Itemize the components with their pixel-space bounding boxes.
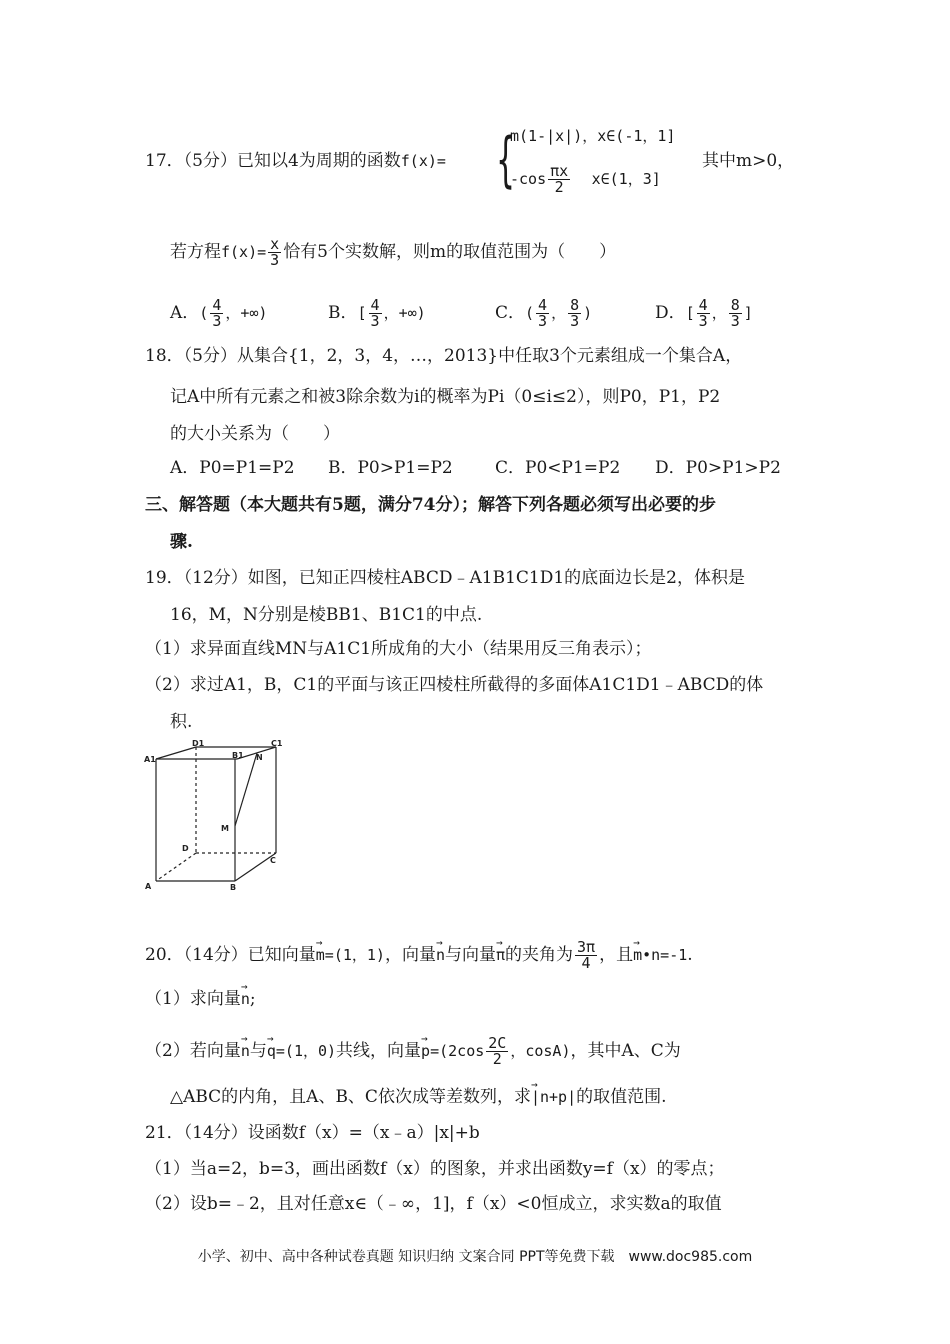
q20-part2-cont: △ABC的内角，且A、B、C依次成等差数列，求→ |n+p|的取值范围. <box>170 1085 667 1109</box>
edge-a1-d1 <box>156 747 196 759</box>
section3-heading-line2: 骤. <box>170 532 193 552</box>
label-b: B <box>230 883 237 892</box>
q19-part1: （1）求异面直线MN与A1C1所成角的大小（结果用反三角表示）； <box>145 639 652 659</box>
q19-line1: 19．（12分）如图，已知正四棱柱ABCD﹣A1B1C1D1的底面边长是2，体积是 <box>145 568 745 588</box>
segment-mn <box>235 753 257 826</box>
q21-part2: （2）设b=﹣2，且对任意x∈（﹣∞，1]，f（x）<0恒成立，求实数a的取值 <box>145 1194 722 1214</box>
label-c: C <box>270 856 276 865</box>
q19-part2-cont: 积. <box>170 712 193 732</box>
q18-option-a: A．P0=P1=P2 <box>170 458 295 478</box>
q17-case1: m(1-|x|)，x∈(-1，1] <box>510 127 676 145</box>
prism-figure <box>140 738 300 898</box>
q19-line2: 16，M，N分别是棱BB1、B1C1的中点. <box>170 605 483 625</box>
q17-option-d: D．[ $\frac{4}{3}$ ， $\frac{8}{3}$ ] <box>655 296 753 330</box>
q21-part1: （1）当a=2，b=3，画出函数f（x）的图象，并求出函数y=f（x）的零点； <box>145 1159 725 1179</box>
q20-stem: 20．（14分）已知向量→ m=(1，1)，向量→ n与向量→ π的夹角为 $\frac{3\pi}{4}$ ，且→ m•n=-1. <box>145 940 693 971</box>
piecewise-brace: { <box>496 125 516 195</box>
hidden-edge-d-a <box>156 853 196 881</box>
q20-part1: （1）求向量→ n; <box>145 987 256 1011</box>
section3-heading-line1: 三、解答题（本大题共有5题，满分74分）；解答下列各题必须写出必要的步 <box>145 495 716 515</box>
label-a: A <box>145 882 152 891</box>
label-d1: D1 <box>192 739 205 748</box>
q18-option-c: C．P0<P1=P2 <box>495 458 621 478</box>
q18-option-b: B．P0>P1=P2 <box>328 458 453 478</box>
q17-option-a: A．( $\frac{4}{3}$ ，+∞) <box>170 296 268 330</box>
q17-option-b: B．[ $\frac{4}{3}$ ，+∞) <box>328 296 426 330</box>
label-c1: C1 <box>271 739 283 748</box>
q17-condition: 其中m>0， <box>702 151 795 171</box>
q18-option-d: D．P0>P1>P2 <box>655 458 781 478</box>
q17-option-c: C．( $\frac{4}{3}$ ， $\frac{8}{3}$ ) <box>495 296 593 330</box>
q20-part2: （2）若向量→ n与→ q=(1，0)共线，向量→ p=(2cos $\frac{2C}{2}$ ，cosA)，其中A、C为 <box>145 1036 681 1067</box>
label-m: M <box>221 824 229 833</box>
q17-equation: 若方程f(x)= $\frac{x}{3}$ 恰有5个实数解，则m的取值范围为（ ） <box>170 235 617 269</box>
page-footer: 小学、初中、高中各种试卷真题 知识归纳 文案合同 PPT等免费下载 www.doc985.com <box>197 1249 753 1265</box>
label-d: D <box>182 844 189 853</box>
label-a1: A1 <box>144 755 156 764</box>
q17-case2: -cos $\frac{\pi x}{2}$ x∈(1，3] <box>510 162 661 196</box>
q21-stem: 21．（14分）设函数f（x）=（x﹣a）|x|+b <box>145 1123 480 1143</box>
label-b1: B1 <box>232 751 244 760</box>
q18-line3: 的大小关系为（ ） <box>170 424 340 444</box>
label-n: N <box>256 753 263 762</box>
q18-line1: 18．（5分）从集合{1，2，3，4，…，2013}中任取3个元素组成一个集合A， <box>145 346 743 366</box>
q19-part2: （2）求过A1，B，C1的平面与该正四棱柱所截得的多面体A1C1D1﹣ABCD的体 <box>145 675 764 695</box>
q18-line2: 记A中所有元素之和被3除余数为i的概率为Pi（0≤i≤2），则P0，P1，P2 <box>170 387 721 407</box>
q17-lead: 17．（5分）已知以4为周期的函数f(x)= <box>145 151 446 171</box>
